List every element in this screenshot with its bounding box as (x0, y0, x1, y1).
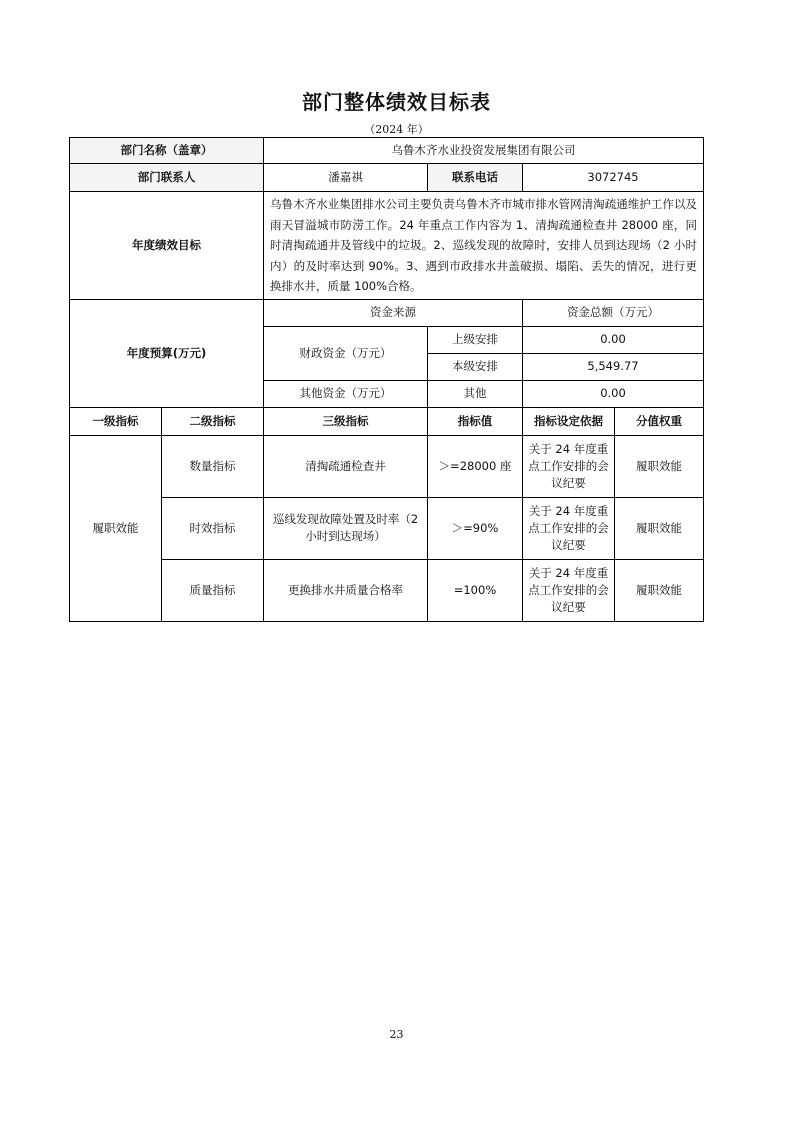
weight-cell: 履职效能 (615, 435, 704, 497)
weight-cell: 履职效能 (615, 559, 704, 621)
level3-cell: 清掏疏通检查井 (264, 435, 428, 497)
other-value: 0.00 (523, 380, 704, 407)
performance-table (69, 137, 704, 622)
level2-cell: 时效指标 (162, 497, 264, 559)
dept-name-value: 乌鲁木齐水业投资发展集团有限公司 (264, 138, 704, 164)
goal-text: 乌鲁木齐水业集团排水公司主要负责乌鲁木齐市城市排水管网清淘疏通维护工作以及雨天冒溢城市防涝工作。24 年重点工作内容为 1、清掏疏通检查井 28000 座，同时清掏疏通井及管线中的垃圾。2、巡线发现的故障时，安排人员到达现场（2 小时内）的及时率达到 90%。3、遇到市政排水井盖破损、塌陷、丢失的情况，进行更换排水井，质量 100%合格。 (264, 192, 704, 300)
upper-value: 0.00 (523, 326, 704, 353)
header-level1: 一级指标 (70, 407, 162, 435)
header-weight: 分值权重 (615, 407, 704, 435)
basis-cell: 关于 24 年度重点工作安排的会议纪要 (523, 559, 615, 621)
other-sub: 其他 (428, 380, 523, 407)
table-row (70, 435, 704, 497)
contact-label: 部门联系人 (70, 164, 264, 192)
goal-label: 年度绩效目标 (70, 192, 264, 300)
level2-cell: 质量指标 (162, 559, 264, 621)
dept-name-row (70, 138, 704, 164)
phone-value: 3072745 (523, 164, 704, 192)
basis-cell: 关于 24 年度重点工作安排的会议纪要 (523, 435, 615, 497)
page-title: 部门整体绩效目标表 (302, 90, 491, 114)
page-number: 23 (389, 1028, 404, 1041)
total-header: 资金总额（万元） (523, 299, 704, 326)
year-subtitle: （2024 年） (364, 123, 429, 136)
value-cell: ＞=90% (428, 497, 523, 559)
value-cell: =100% (428, 559, 523, 621)
phone-label: 联系电话 (428, 164, 523, 192)
header-value: 指标值 (428, 407, 523, 435)
fiscal-label: 财政资金（万元） (264, 326, 428, 380)
basis-cell: 关于 24 年度重点工作安排的会议纪要 (523, 497, 615, 559)
local-label: 本级安排 (428, 353, 523, 380)
level1-cell: 履职效能 (70, 435, 162, 621)
budget-header-row (70, 299, 704, 326)
budget-label: 年度预算(万元) (70, 299, 264, 407)
other-label: 其他资金（万元） (264, 380, 428, 407)
goal-row (70, 192, 704, 300)
header-level3: 三级指标 (264, 407, 428, 435)
dept-name-label: 部门名称（盖章） (70, 138, 264, 164)
level2-cell: 数量指标 (162, 435, 264, 497)
local-value: 5,549.77 (523, 353, 704, 380)
header-basis: 指标设定依据 (523, 407, 615, 435)
value-cell: ＞=28000 座 (428, 435, 523, 497)
header-level2: 二级指标 (162, 407, 264, 435)
level3-cell: 巡线发现故障处置及时率（2 小时到达现场） (264, 497, 428, 559)
weight-cell: 履职效能 (615, 497, 704, 559)
contact-value: 潘嘉祺 (264, 164, 428, 192)
source-header: 资金来源 (264, 299, 523, 326)
level3-cell: 更换排水井质量合格率 (264, 559, 428, 621)
table-row (70, 559, 704, 621)
upper-label: 上级安排 (428, 326, 523, 353)
contact-row (70, 164, 704, 192)
indicator-header-row (70, 407, 704, 435)
table-row (70, 497, 704, 559)
